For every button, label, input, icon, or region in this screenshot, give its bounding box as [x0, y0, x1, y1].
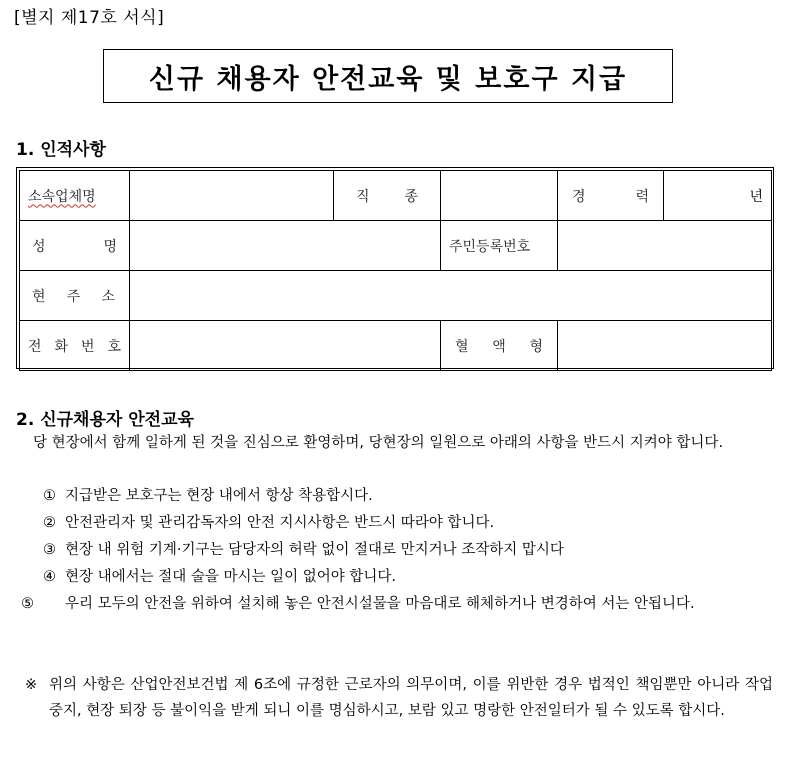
- address-label: 현 주 소: [20, 271, 130, 321]
- section-heading-safety-education: 2. 신규채용자 안전교육: [16, 410, 194, 430]
- job-value[interactable]: [441, 171, 558, 221]
- career-unit: 년: [749, 188, 763, 205]
- table-row: [20, 271, 772, 321]
- career-label: 경 력: [558, 171, 664, 221]
- personal-info-table: [16, 167, 774, 369]
- resident-number-label: 주민등록번호: [441, 221, 558, 271]
- rule-number: ②: [43, 515, 56, 531]
- rule-text: 우리 모두의 안전을 위하여 설치해 놓은 안전시설물을 마음대로 해체하거나 변경하여 서는 안됩니다.: [65, 596, 695, 612]
- rule-text: 지급받은 보호구는 현장 내에서 항상 착용합시다.: [65, 488, 373, 504]
- name-value[interactable]: [130, 221, 441, 271]
- rule-number: ④: [43, 569, 56, 585]
- phone-value[interactable]: [130, 321, 441, 371]
- blood-type-value[interactable]: [558, 321, 772, 371]
- rule-number: ③: [43, 542, 56, 558]
- rule-item: [43, 537, 773, 563]
- rule-number: ⑤: [21, 596, 34, 612]
- name-label: 성 명: [20, 221, 130, 271]
- job-label: 직 종: [334, 171, 441, 221]
- table-row: [20, 221, 772, 271]
- rule-number: ①: [43, 488, 56, 504]
- title-box: [103, 49, 673, 103]
- phone-label: 전 화 번 호: [20, 321, 130, 371]
- career-years-cell[interactable]: [664, 171, 772, 221]
- rule-item: [43, 483, 773, 509]
- rule-item: [43, 510, 773, 536]
- document-title: 신규 채용자 안전교육 및 보호구 지급: [148, 63, 628, 95]
- form-number: [별지 제17호 서식]: [14, 8, 165, 28]
- reference-mark: ※: [25, 677, 38, 693]
- rule-text: 현장 내에서는 절대 술을 마시는 일이 없어야 합니다.: [65, 569, 397, 585]
- company-label: 소속업체명: [20, 171, 130, 221]
- resident-number-value[interactable]: [558, 221, 772, 271]
- intro-paragraph: 당 현장에서 함께 일하게 된 것을 진심으로 환영하며, 당현장의 일원으로 아래의 사항을 반드시 지켜야 합니다.: [33, 435, 724, 451]
- rule-item: [21, 591, 794, 617]
- company-value[interactable]: [130, 171, 334, 221]
- notice-block: [25, 672, 773, 724]
- notice-text: 위의 사항은 산업안전보건법 제 6조에 규정한 근로자의 의무이며, 이를 위반한 경우 법적인 책임뿐만 아니라 작업 중지, 현장 퇴장 등 불이익을 받게 되니 이를 명심하시고, 보람 있고 명랑한 안전일터가 될 수 있도록 합시다.: [49, 677, 773, 719]
- rule-text: 안전관리자 및 관리감독자의 안전 지시사항은 반드시 따라야 합니다.: [65, 515, 495, 531]
- table-row: [20, 171, 772, 221]
- section-heading-personal-info: 1. 인적사항: [16, 140, 106, 160]
- table-row: [20, 321, 772, 371]
- address-value[interactable]: [130, 271, 772, 321]
- rule-text: 현장 내 위험 기계·기구는 담당자의 허락 없이 절대로 만지거나 조작하지 맙시다: [65, 542, 564, 558]
- rule-item: [43, 564, 773, 590]
- blood-type-label: 혈 액 형: [441, 321, 558, 371]
